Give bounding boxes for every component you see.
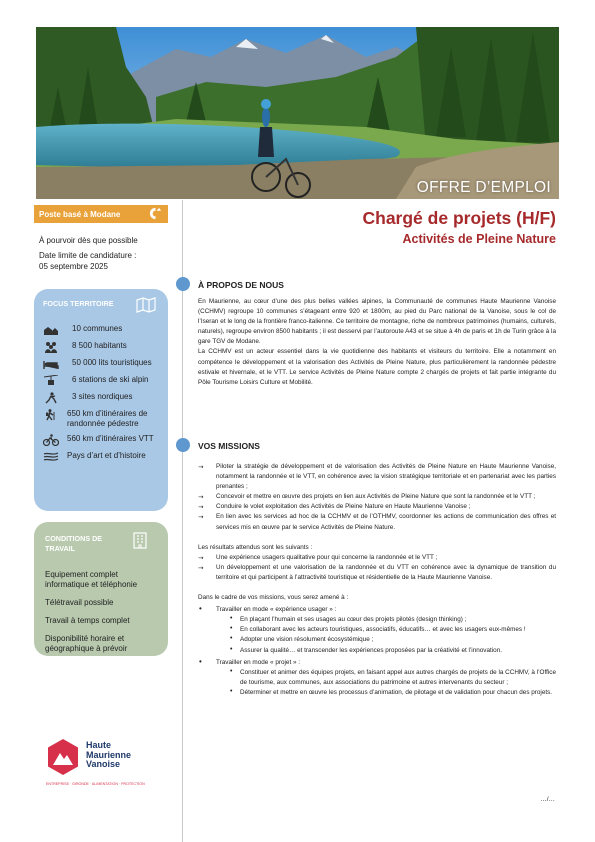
- hiker-icon: [43, 409, 59, 421]
- hexagon-mountain-icon: [46, 738, 80, 776]
- mode-item: [198, 605, 556, 655]
- sidebar: [34, 205, 168, 656]
- focus-item-text: 50 000 lits touristiques: [72, 358, 152, 367]
- hero-photo: [36, 27, 559, 199]
- mode-subitem: • Adopter une vision résolument écosystémique ;: [198, 635, 556, 645]
- focus-item: [43, 409, 162, 429]
- condition-item: Télétravail possible: [45, 598, 114, 607]
- missions-text: [198, 462, 556, 698]
- condition-item: Disponibilité horaire et géographique à prévoir: [45, 634, 128, 653]
- mission-item: → Conduire le volet exploitation des Activités de Pleine Nature en Haute Maurienne Vanoise ;: [198, 502, 556, 512]
- results-list: [198, 553, 556, 583]
- bed-icon: [43, 358, 59, 370]
- mode-item: [198, 658, 556, 698]
- conditions-title-text: CONDITIONS DE TRAVAIL: [45, 534, 103, 553]
- job-subtitle: Activités de Pleine Nature: [402, 232, 556, 246]
- mode-subitem: • En collaborant avec les acteurs touristiques, associatifs, éducatifs… et avec les usagers eux-mêmes !: [198, 625, 556, 635]
- mission-item: → Piloter la stratégie de développement et de valorisation des Activités de Pleine Nature en Haute Maurienne Vanoise, notamment la randonnée et le VTT, en cohérence avec la vision stratégique territoriale et en partenariat avec les parties prenantes ;: [198, 462, 556, 492]
- results-intro: Les résultats attendus sont les suivants :: [198, 543, 313, 551]
- conditions-panel: [34, 522, 168, 656]
- bike-icon: [43, 434, 59, 446]
- missions-title: VOS MISSIONS: [198, 441, 260, 451]
- column-divider: [182, 200, 183, 842]
- mode-subitem: • Assurer la qualité… et transcender les expériences proposées par la créativité et l’innovation.: [198, 646, 556, 656]
- mountain-logo-icon: [149, 207, 162, 220]
- about-section-dot: [176, 277, 190, 291]
- conditions-title: [45, 534, 158, 562]
- deadline-label: Date limite de candidature :: [39, 251, 137, 260]
- focus-item-text: Pays d’art et d’histoire: [67, 451, 146, 460]
- art-history-icon: [43, 451, 59, 463]
- job-header: [190, 207, 556, 249]
- focus-item: [43, 324, 162, 336]
- focus-item: [43, 358, 162, 370]
- condition-item: Equipement complet informatique et téléphonie: [45, 570, 138, 589]
- mode-subitem: • En plaçant l’humain et ses usages au cœur des projets pilotés (design thinking) ;: [198, 615, 556, 625]
- focus-title-text: FOCUS TERRITOIRE: [43, 299, 114, 308]
- focus-item: [43, 434, 162, 446]
- continued-marker: …/…: [540, 796, 555, 803]
- focus-item-text: 10 communes: [72, 324, 123, 333]
- focus-item: [43, 451, 162, 463]
- logo-line3: Vanoise: [86, 759, 121, 769]
- focus-item-text: 650 km d’itinéraires de randonnée pédestre: [67, 409, 148, 428]
- mode-label: Travailler en mode « expérience usager » :: [216, 606, 337, 614]
- about-title: À PROPOS DE NOUS: [198, 280, 284, 290]
- about-paragraph: La CCHMV est un acteur essentiel dans la vie quotidienne des habitants et visiteurs du territoire. Elle a notamment en compétence le développement et la valorisation des Activités de Pleine Nature, plus particulièrement la randonnée pédestre estivale et hivernale, et le VTT. Le service Activités de Pleine Nature compte 2 chargés de projets et fait partie intégrante du Pôle Tourisme Loisirs Culture et Mobilité.: [198, 348, 556, 386]
- logo-line1: Haute: [86, 740, 112, 750]
- location-label: Poste basé à Modane: [39, 210, 121, 219]
- condition-item: Travail à temps complet: [45, 616, 130, 625]
- logo-line2: Maurienne: [86, 749, 132, 760]
- cross-country-ski-icon: [43, 392, 59, 404]
- missions-list: [198, 462, 556, 533]
- mode-subitem: • Constituer et animer des équipes projets, en faisant appel aux autres chargés de projets de la CCHMV, à l’Office de tourisme, aux communes, aux associations du patrimoine et autres intervenants du secteur ;: [198, 668, 556, 688]
- about-paragraph: En Maurienne, au cœur d’une des plus belles vallées alpines, la Communauté de communes Haute Maurienne Vanoise (CCHMV) regroupe 10 communes s’étageant entre 920 et 1800m, au pied du Parc national de la Vanoise, sous le col de l’Iseran et le long de la frontière franco-italienne. Ce territoire de montagne, riche de nombreux patrimoines (humains, culturels, naturels), regroupe environ 8500 habitants ; il est desservi par l’autoroute A43 et se situe à 4h de paris et 1h de Turin grâce à la gare TGV de Modane.: [198, 298, 556, 346]
- logo-tagline: ENTREPRISE · GIRONDE · ALIMENTATION · PROTECTION: [46, 782, 145, 786]
- focus-territoire-panel: [34, 289, 168, 511]
- modes-list: [198, 605, 556, 698]
- mode-label: Travailler en mode « projet » :: [216, 658, 301, 666]
- frame-intro: Dans le cadre de vos missions, vous serez amené à :: [198, 594, 349, 602]
- focus-item-text: 560 km d’itinéraires VTT: [67, 434, 154, 443]
- job-offer-badge: OFFRE D’EMPLOI: [416, 179, 551, 196]
- result-item: → Un développement et une valorisation de la randonnée et du VTT en cohérence avec la dynamique de transition du territoire et qui participent à l’attractivité touristique et résidentielle de la Haute Maurienne Vanoise.: [198, 563, 556, 583]
- building-icon: [130, 530, 150, 550]
- cchmv-logo: [46, 738, 176, 798]
- focus-item-text: 8 500 habitants: [72, 341, 127, 350]
- mission-item: → Concevoir et mettre en œuvre des projets en lien aux Activités de Pleine Nature que sont la randonnée et le VTT ;: [198, 492, 556, 502]
- mode-sublist: [198, 615, 556, 655]
- focus-item-text: 6 stations de ski alpin: [72, 375, 149, 384]
- job-meta: [39, 235, 168, 272]
- mode-subitem: • Déterminer et mettre en œuvre les processus d’animation, de pilotage et de validation pour chacun des projets.: [198, 688, 556, 698]
- missions-section-dot: [176, 438, 190, 452]
- availability: À pourvoir dès que possible: [39, 236, 138, 245]
- focus-item: [43, 375, 162, 387]
- job-title: Chargé de projets (H/F): [362, 208, 556, 228]
- mission-item: → En lien avec les services ad hoc de la CCHMV et de l’OTHMV, coordonner les actions de communication des offres et services mis en œuvre par le service Activités de Pleine Nature.: [198, 512, 556, 532]
- focus-item: [43, 392, 162, 404]
- people-icon: [43, 341, 59, 353]
- village-icon: [43, 324, 59, 336]
- location-banner: [34, 205, 168, 223]
- map-icon: [136, 297, 156, 313]
- deadline-date: 05 septembre 2025: [39, 262, 108, 271]
- about-text: [198, 297, 556, 388]
- mode-sublist: [198, 668, 556, 698]
- focus-title: [43, 299, 162, 319]
- result-item: → Une expérience usagers qualitative pour qui concerne la randonnée et le VTT ;: [198, 553, 556, 563]
- focus-item: [43, 341, 162, 353]
- focus-item-text: 3 sites nordiques: [72, 392, 133, 401]
- ski-lift-icon: [43, 375, 59, 387]
